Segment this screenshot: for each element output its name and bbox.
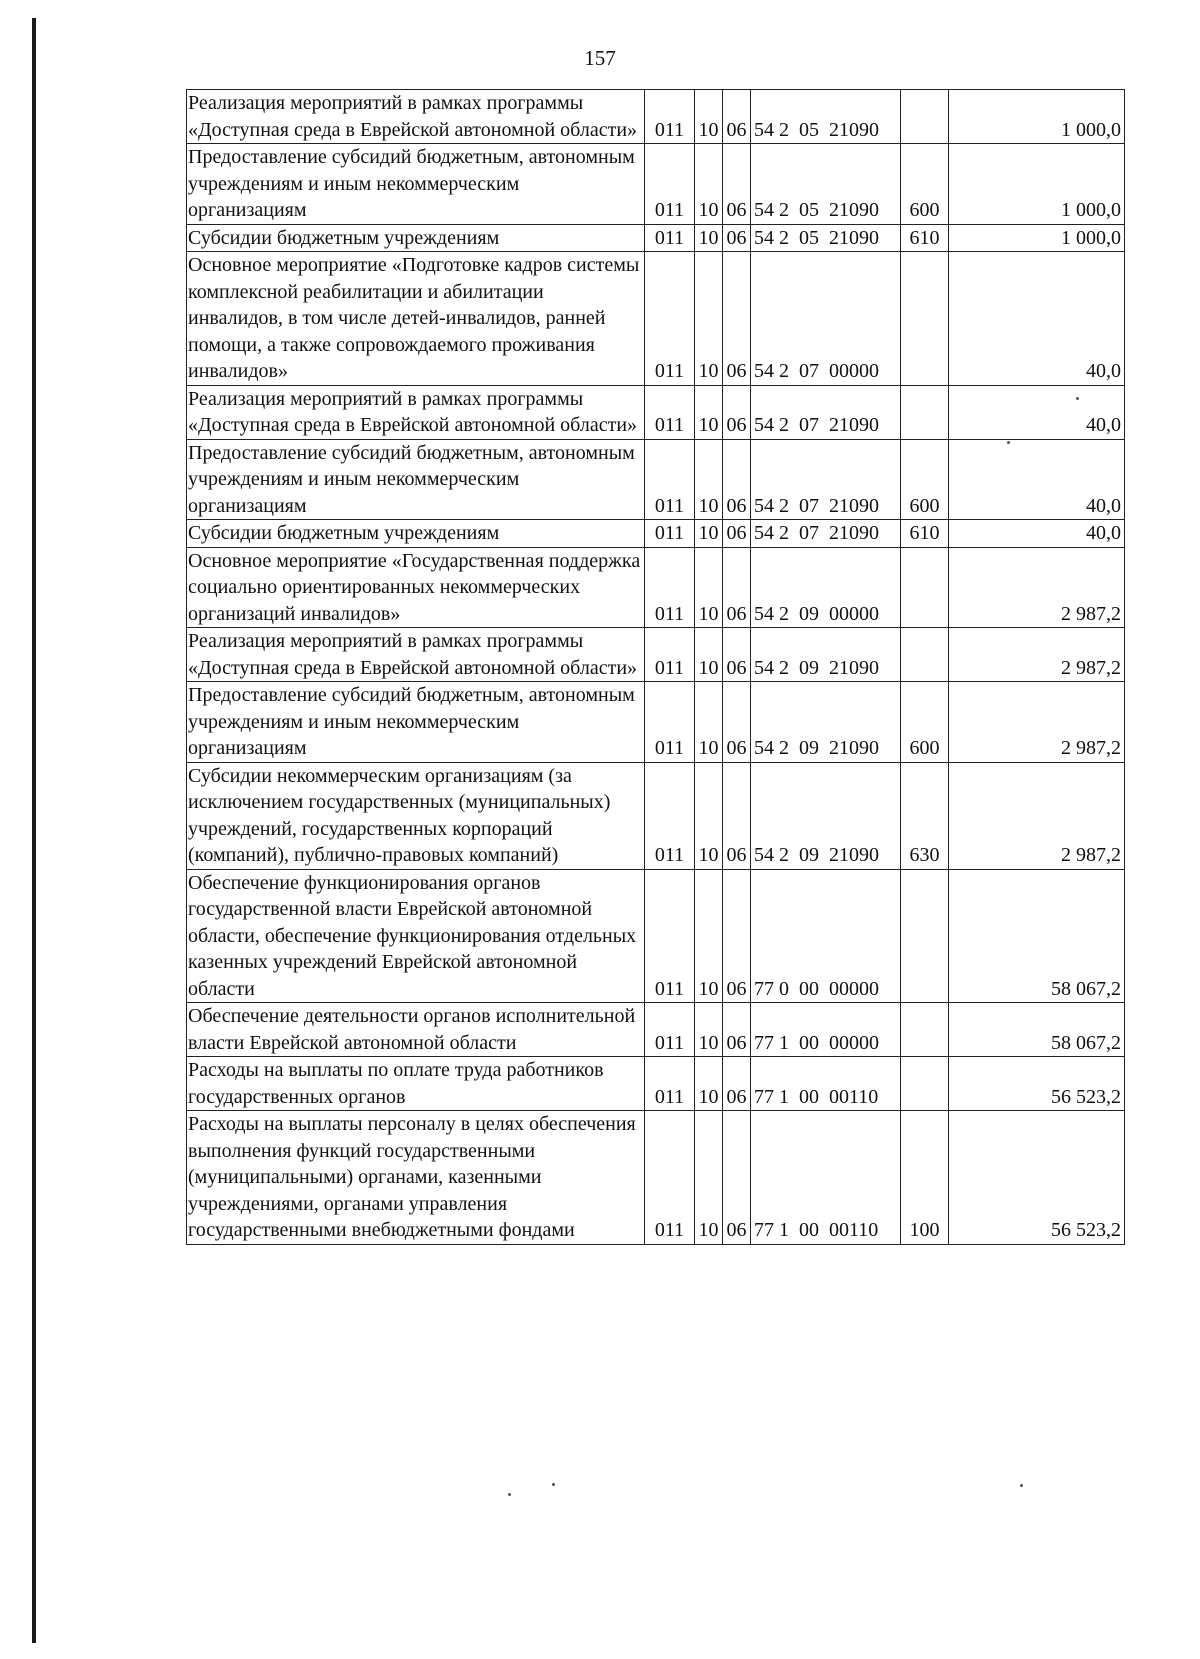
row-expense-type-code: 630: [901, 762, 949, 869]
row-section-code: 10: [695, 520, 723, 548]
row-ved-code: 011: [645, 869, 695, 1003]
row-subsection-code: 06: [723, 547, 751, 628]
row-ved-code: 011: [645, 547, 695, 628]
table-row: [187, 520, 1125, 548]
row-expense-type-code: 600: [901, 144, 949, 225]
row-section-code: 10: [695, 90, 723, 144]
row-target-article-code: 77 0 00 00000: [751, 869, 901, 1003]
page-number: 157: [584, 46, 616, 70]
scan-speck: [552, 1483, 555, 1486]
row-ved-code: 011: [645, 90, 695, 144]
row-expense-type-code: [901, 869, 949, 1003]
row-subsection-code: 06: [723, 224, 751, 252]
row-subsection-code: 06: [723, 762, 751, 869]
row-target-article-code: 77 1 00 00110: [751, 1111, 901, 1245]
row-section-code: 10: [695, 144, 723, 225]
row-section-code: 10: [695, 224, 723, 252]
row-target-article-code: 54 2 07 00000: [751, 252, 901, 386]
row-amount: 2 987,2: [949, 762, 1125, 869]
row-subsection-code: 06: [723, 90, 751, 144]
row-amount: 1 000,0: [949, 144, 1125, 225]
row-target-article-code: 54 2 07 21090: [751, 520, 901, 548]
row-name: Субсидии некоммерческим организациям (за исключением государственных (муниципальных) учреждений, государственных корпораций (компаний), публично-правовых компаний): [187, 762, 645, 869]
scan-edge-line: [32, 18, 36, 1643]
row-ved-code: 011: [645, 252, 695, 386]
scan-speck: [508, 1493, 511, 1496]
row-ved-code: 011: [645, 628, 695, 682]
row-expense-type-code: 600: [901, 439, 949, 520]
row-section-code: 10: [695, 762, 723, 869]
row-section-code: 10: [695, 1057, 723, 1111]
row-amount: 1 000,0: [949, 224, 1125, 252]
scan-speck: [1076, 397, 1079, 400]
row-name: Реализация мероприятий в рамках программы «Доступная среда в Еврейской автономной области»: [187, 628, 645, 682]
row-ved-code: 011: [645, 224, 695, 252]
row-name: Основное мероприятие «Подготовке кадров системы комплексной реабилитации и абилитации инвалидов, в том числе детей-инвалидов, ранней помощи, а также сопровождаемого проживания инвалидов»: [187, 252, 645, 386]
row-subsection-code: 06: [723, 1057, 751, 1111]
row-expense-type-code: 600: [901, 682, 949, 763]
row-amount: 40,0: [949, 385, 1125, 439]
row-target-article-code: 54 2 05 21090: [751, 144, 901, 225]
table-row: [187, 1003, 1125, 1057]
row-ved-code: 011: [645, 144, 695, 225]
row-expense-type-code: [901, 385, 949, 439]
row-section-code: 10: [695, 547, 723, 628]
row-target-article-code: 54 2 07 21090: [751, 385, 901, 439]
row-name: Обеспечение функционирования органов государственной власти Еврейской автономной области, обеспечение функционирования отдельных казенных учреждений Еврейской автономной области: [187, 869, 645, 1003]
row-subsection-code: 06: [723, 385, 751, 439]
table-row: [187, 385, 1125, 439]
row-target-article-code: 54 2 07 21090: [751, 439, 901, 520]
table-row: [187, 1111, 1125, 1245]
row-section-code: 10: [695, 628, 723, 682]
table-row: [187, 628, 1125, 682]
row-target-article-code: 54 2 09 21090: [751, 628, 901, 682]
row-ved-code: 011: [645, 439, 695, 520]
row-expense-type-code: [901, 547, 949, 628]
row-subsection-code: 06: [723, 252, 751, 386]
row-expense-type-code: [901, 90, 949, 144]
row-name: Расходы на выплаты по оплате труда работников государственных органов: [187, 1057, 645, 1111]
row-subsection-code: 06: [723, 520, 751, 548]
row-subsection-code: 06: [723, 144, 751, 225]
scan-speck: [1007, 441, 1010, 444]
budget-table-body: [187, 90, 1125, 1245]
table-row: [187, 1057, 1125, 1111]
row-name: Реализация мероприятий в рамках программы «Доступная среда в Еврейской автономной области»: [187, 90, 645, 144]
row-amount: 40,0: [949, 520, 1125, 548]
row-expense-type-code: [901, 628, 949, 682]
row-name: Реализация мероприятий в рамках программы «Доступная среда в Еврейской автономной области»: [187, 385, 645, 439]
row-amount: 58 067,2: [949, 1003, 1125, 1057]
row-name: Субсидии бюджетным учреждениям: [187, 224, 645, 252]
row-target-article-code: 54 2 09 21090: [751, 762, 901, 869]
row-ved-code: 011: [645, 1003, 695, 1057]
row-expense-type-code: [901, 1057, 949, 1111]
row-amount: 2 987,2: [949, 682, 1125, 763]
row-target-article-code: 77 1 00 00110: [751, 1057, 901, 1111]
row-section-code: 10: [695, 1111, 723, 1245]
row-subsection-code: 06: [723, 869, 751, 1003]
row-ved-code: 011: [645, 520, 695, 548]
budget-table: [186, 89, 1125, 1245]
row-ved-code: 011: [645, 1057, 695, 1111]
table-row: [187, 224, 1125, 252]
table-row: [187, 144, 1125, 225]
row-subsection-code: 06: [723, 628, 751, 682]
table-row: [187, 547, 1125, 628]
row-subsection-code: 06: [723, 1111, 751, 1245]
row-ved-code: 011: [645, 682, 695, 763]
row-name: Предоставление субсидий бюджетным, автономным учреждениям и иным некоммерческим организациям: [187, 144, 645, 225]
row-amount: 56 523,2: [949, 1111, 1125, 1245]
row-amount: 58 067,2: [949, 869, 1125, 1003]
table-row: [187, 252, 1125, 386]
row-name: Субсидии бюджетным учреждениям: [187, 520, 645, 548]
row-section-code: 10: [695, 439, 723, 520]
row-ved-code: 011: [645, 762, 695, 869]
table-row: [187, 439, 1125, 520]
table-row: [187, 90, 1125, 144]
row-name: Расходы на выплаты персоналу в целях обеспечения выполнения функций государственными (муниципальными) органами, казенными учреждениями, органами управления государственными внебюджетными фондами: [187, 1111, 645, 1245]
row-target-article-code: 54 2 09 21090: [751, 682, 901, 763]
row-expense-type-code: [901, 1003, 949, 1057]
row-amount: 2 987,2: [949, 628, 1125, 682]
row-name: Предоставление субсидий бюджетным, автономным учреждениям и иным некоммерческим организациям: [187, 682, 645, 763]
row-ved-code: 011: [645, 1111, 695, 1245]
row-name: Предоставление субсидий бюджетным, автономным учреждениям и иным некоммерческим организациям: [187, 439, 645, 520]
scan-speck: [1020, 1484, 1023, 1487]
row-section-code: 10: [695, 385, 723, 439]
row-amount: 56 523,2: [949, 1057, 1125, 1111]
row-target-article-code: 77 1 00 00000: [751, 1003, 901, 1057]
row-name: Основное мероприятие «Государственная поддержка социально ориентированных некоммерческих организаций инвалидов»: [187, 547, 645, 628]
row-target-article-code: 54 2 05 21090: [751, 90, 901, 144]
row-amount: 1 000,0: [949, 90, 1125, 144]
row-expense-type-code: 100: [901, 1111, 949, 1245]
row-expense-type-code: 610: [901, 520, 949, 548]
row-expense-type-code: [901, 252, 949, 386]
row-amount: 2 987,2: [949, 547, 1125, 628]
row-subsection-code: 06: [723, 439, 751, 520]
row-name: Обеспечение деятельности органов исполнительной власти Еврейской автономной области: [187, 1003, 645, 1057]
row-amount: 40,0: [949, 439, 1125, 520]
row-amount: 40,0: [949, 252, 1125, 386]
row-ved-code: 011: [645, 385, 695, 439]
row-subsection-code: 06: [723, 682, 751, 763]
row-expense-type-code: 610: [901, 224, 949, 252]
table-row: [187, 762, 1125, 869]
row-section-code: 10: [695, 252, 723, 386]
table-row: [187, 869, 1125, 1003]
row-target-article-code: 54 2 05 21090: [751, 224, 901, 252]
table-row: [187, 682, 1125, 763]
row-section-code: 10: [695, 682, 723, 763]
row-section-code: 10: [695, 869, 723, 1003]
row-target-article-code: 54 2 09 00000: [751, 547, 901, 628]
row-section-code: 10: [695, 1003, 723, 1057]
row-subsection-code: 06: [723, 1003, 751, 1057]
